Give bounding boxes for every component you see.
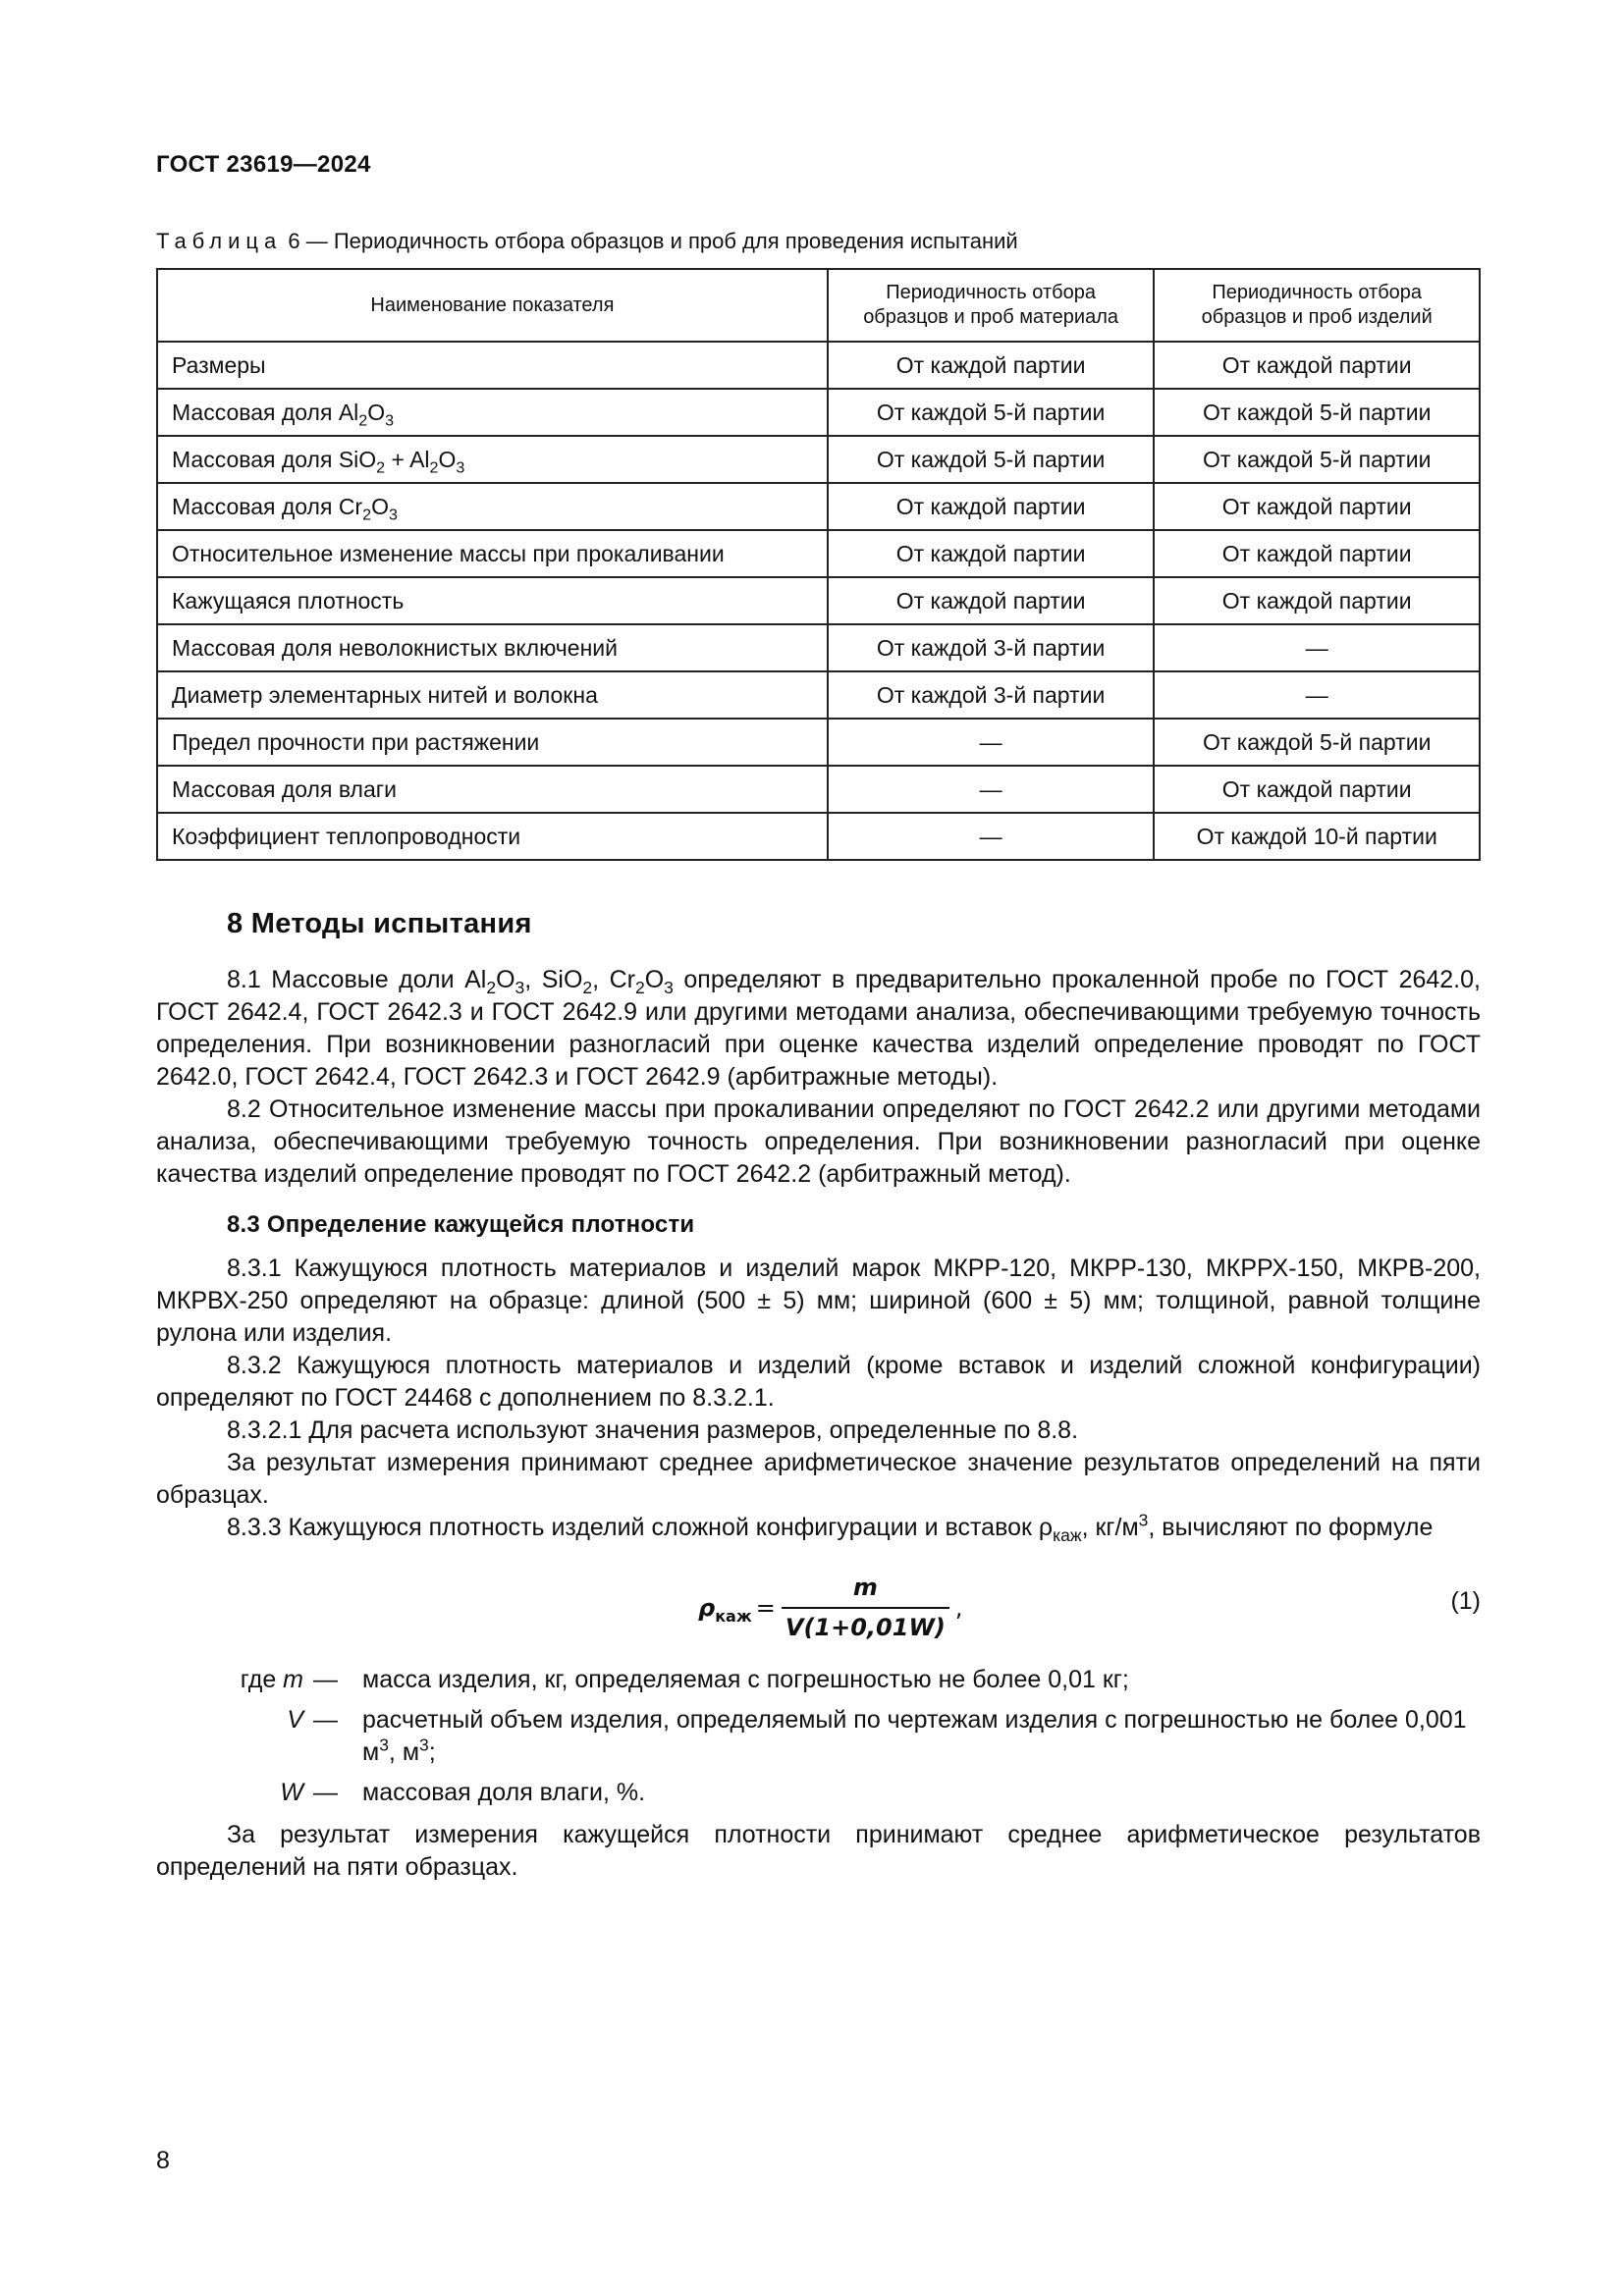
cell-indicator: Массовая доля $SiO_2 + Al_2O_3$ xyxy=(157,436,828,483)
table-row xyxy=(157,813,1480,860)
legend-symbol: где m xyxy=(240,1666,303,1693)
legend-text: массовая доля влаги, %. xyxy=(362,1779,646,1806)
cell-material: От каждой партии xyxy=(828,342,1155,389)
formula-comma: , xyxy=(954,1593,963,1622)
cell-material: — xyxy=(828,719,1155,766)
header-indicator: Наименование показателя xyxy=(157,269,828,342)
paragraph-8-1: 8.1 Массовые доли $Al_2O_3$, SiO$_2$, $Cr_2O_3$ определяют в предварительно прокаленной пробе по ГОСТ 2642.0, ГОСТ 2642.4, ГОСТ 2642.3 и ГОСТ 2642.9 или другими методами анализа, обеспечивающими требуемую точность определения. При возникновении разногласий при оценке качества изделий определение проводят по ГОСТ 2642.0, ГОСТ 2642.4, ГОСТ 2642.3 и ГОСТ 2642.9 (арбитражные методы). xyxy=(156,966,1481,1091)
sampling-frequency-table xyxy=(156,268,1481,861)
formula-denominator: V(1+0,01W) xyxy=(782,1607,949,1644)
cell-indicator: Массовая доля $Cr_2O_3$ xyxy=(157,483,828,530)
cell-material: От каждой 5-й партии xyxy=(828,436,1155,483)
legend-text: расчетный объем изделия, определяемый по чертежам изделия с погрешностью не более 0,001 $м^3$, $м^3$; xyxy=(362,1706,1467,1766)
cell-product: От каждой партии xyxy=(1154,577,1480,624)
cell-indicator: Диаметр элементарных нитей и волокна xyxy=(157,671,828,719)
cell-indicator: Массовая доля неволокнистых включений xyxy=(157,624,828,671)
cell-material: — xyxy=(828,766,1155,813)
cell-product: От каждой 10-й партии xyxy=(1154,813,1480,860)
cell-material: От каждой партии xyxy=(828,577,1155,624)
cell-material: От каждой 3-й партии xyxy=(828,671,1155,719)
cell-material: От каждой 5-й партии xyxy=(828,389,1155,436)
table-header-row xyxy=(157,269,1480,342)
legend-item xyxy=(156,1664,1481,1696)
main-text xyxy=(156,908,1481,1884)
document-header: ГОСТ 23619—2024 xyxy=(156,151,371,178)
table-caption xyxy=(156,229,1018,254)
header-product: Периодичность отбора образцов и проб изделий xyxy=(1154,269,1480,342)
paragraph-8-3-2-1: 8.3.2.1 Для расчета используют значения размеров, определенные по 8.8. xyxy=(227,1416,1079,1444)
table-row xyxy=(157,436,1480,483)
section-title: 8 Методы испытания xyxy=(227,908,532,939)
cell-product: От каждой партии xyxy=(1154,766,1480,813)
paragraph-8-3-2: 8.3.2 Кажущуюся плотность материалов и изделий (кроме вставок и изделий сложной конфигурации) определяют по ГОСТ 24468 с дополнением по 8.3.2.1. xyxy=(156,1352,1481,1412)
cell-indicator: Кажущаяся плотность xyxy=(157,577,828,624)
cell-material: — xyxy=(828,813,1155,860)
formula-numerator: m xyxy=(852,1574,878,1601)
cell-product: От каждой партии xyxy=(1154,530,1480,577)
cell-product: От каждой 5-й партии xyxy=(1154,436,1480,483)
table-row xyxy=(157,577,1480,624)
cell-indicator: Коэффициент теплопроводности xyxy=(157,813,828,860)
cell-indicator: Относительное изменение массы при прокаливании xyxy=(157,530,828,577)
cell-indicator: Массовая доля $Al_2O_3$ xyxy=(157,389,828,436)
paragraph-8-3-1: 8.3.1 Кажущуюся плотность материалов и изделий марок МКРР-120, МКРР-130, МКРРХ-150, МКРВ-200, МКРВХ-250 определяют на образце: длиной (500 ± 5) мм; шириной (600 ± 5) мм; толщиной, равной толщине рулона или изделия. xyxy=(156,1255,1481,1347)
formula-fraction xyxy=(782,1572,949,1644)
formula-lhs: $\rho_{каж}$ xyxy=(698,1593,752,1626)
page-number: 8 xyxy=(156,2147,170,2174)
cell-indicator: Предел прочности при растяжении xyxy=(157,719,828,766)
legend-text: масса изделия, кг, определяемая с погрешностью не более 0,01 кг; xyxy=(362,1666,1129,1693)
density-formula xyxy=(698,1572,963,1644)
formula-number: (1) xyxy=(1450,1587,1481,1615)
paragraph-result-2: За результат измерения кажущейся плотности принимают среднее арифметическое результатов определений на пяти образцах. xyxy=(156,1821,1481,1881)
table-caption-word: Таблица xyxy=(156,229,283,253)
table-row xyxy=(157,530,1480,577)
table-row xyxy=(157,389,1480,436)
paragraph-result-1: За результат измерения принимают среднее арифметическое значение результатов определений на пяти образцах. xyxy=(156,1449,1481,1509)
table-row xyxy=(157,671,1480,719)
legend-item xyxy=(156,1704,1481,1769)
formula-legend xyxy=(156,1664,1481,1809)
subsection-title-8-3: 8.3 Определение кажущейся плотности xyxy=(227,1211,695,1238)
cell-indicator: Массовая доля влаги xyxy=(157,766,828,813)
table-row xyxy=(157,624,1480,671)
cell-product: От каждой партии xyxy=(1154,483,1480,530)
formula-equals: = xyxy=(755,1593,776,1622)
cell-material: От каждой партии xyxy=(828,483,1155,530)
legend-dash: — xyxy=(313,1706,338,1734)
paragraph-8-2: 8.2 Относительное изменение массы при прокаливании определяют по ГОСТ 2642.2 или другими методами анализа, обеспечивающими требуемую точность определения. При возникновении разногласий при оценке качества изделий определение проводят по ГОСТ 2642.2 (арбитражный метод). xyxy=(156,1095,1481,1188)
table-caption-text: 6 — Периодичность отбора образцов и проб для проведения испытаний xyxy=(288,229,1018,253)
table-row xyxy=(157,483,1480,530)
cell-product: — xyxy=(1154,624,1480,671)
formula-block xyxy=(156,1566,1481,1664)
table-body xyxy=(157,342,1480,860)
table-row xyxy=(157,766,1480,813)
legend-dash: — xyxy=(313,1666,338,1693)
legend-symbol: W xyxy=(280,1779,303,1806)
cell-product: — xyxy=(1154,671,1480,719)
cell-material: От каждой 3-й партии xyxy=(828,624,1155,671)
cell-product: От каждой 5-й партии xyxy=(1154,719,1480,766)
cell-product: От каждой 5-й партии xyxy=(1154,389,1480,436)
table-row xyxy=(157,719,1480,766)
legend-symbol: V xyxy=(287,1706,303,1734)
table-row xyxy=(157,342,1480,389)
legend-dash: — xyxy=(313,1779,338,1806)
legend-item xyxy=(156,1777,1481,1809)
paragraph-8-3-3: 8.3.3 Кажущуюся плотность изделий сложной конфигурации и вставок $\rho_{каж}$, $кг/м^3$, вычисляют по формуле xyxy=(227,1510,1434,1545)
cell-product: От каждой партии xyxy=(1154,342,1480,389)
cell-material: От каждой партии xyxy=(828,530,1155,577)
header-material: Периодичность отбора образцов и проб материала xyxy=(828,269,1155,342)
cell-indicator: Размеры xyxy=(157,342,828,389)
